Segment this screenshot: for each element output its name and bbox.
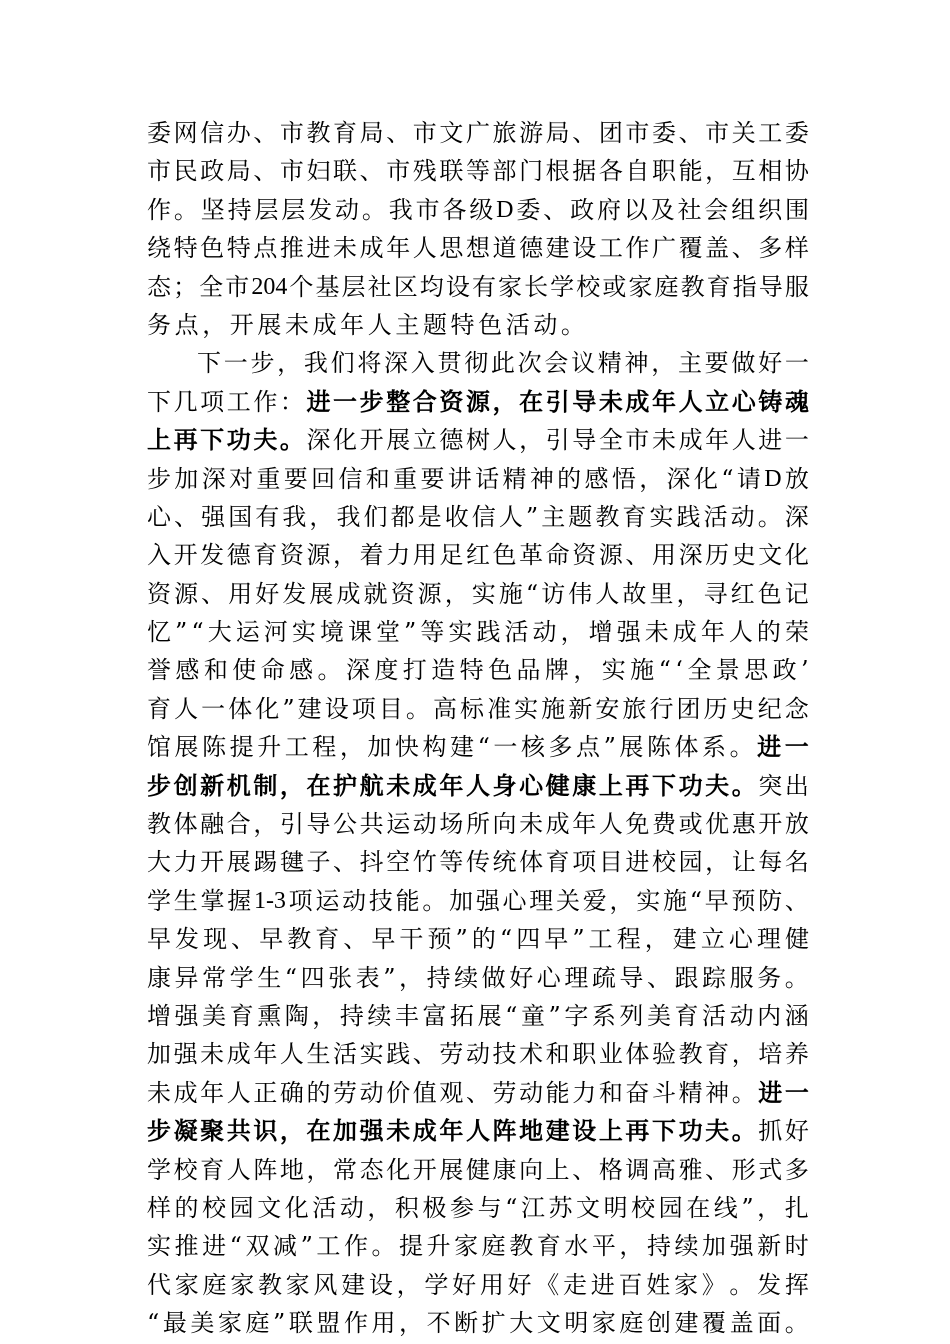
- text-line: 誉 感 和 使 命 感 。 深 度 打 造 特 色 品 牌 ， 实 施 “ ‘ 全 景 思 政 ’: [147, 656, 809, 685]
- text-line: 学 校 育 人 阵 地 ， 常 态 化 开 展 健 康 向 上 、 格 调 高 雅 、 形 式 多: [147, 1155, 809, 1184]
- text-line: 绕 特 色 特 点 推 进 未 成 年 人 思 想 道 德 建 设 工 作 广 覆 盖 、 多 样: [147, 234, 809, 263]
- text-line: 样 的 校 园 文 化 活 动 ， 积 极 参 与 “ 江 苏 文 明 校 园 在 线 ” ， 扎: [147, 1193, 809, 1222]
- text-line: 委 网 信 办 、 市 教 育 局 、 市 文 广 旅 游 局 、 团 市 委 、 市 关 工 委: [147, 119, 809, 147]
- text-line: “ 最 美 家 庭 ” 联 盟 作 用 ， 不 断 扩 大 文 明 家 庭 创 建 覆 盖 面 。: [147, 1309, 809, 1338]
- text-line: 育 人 一 体 化 ” 建 设 项 目 。 高 标 准 实 施 新 安 旅 行 团 历 史 纪 念: [147, 694, 809, 723]
- text-line: 态 ； 全 市 204 个 基 层 社 区 均 设 有 家 长 学 校 或 家 庭 教 育 指 导 服: [147, 272, 809, 301]
- text-line: 心 、 强 国 有 我 ， 我 们 都 是 收 信 人 ” 主 题 教 育 实 践 活 动 。 深: [147, 502, 809, 531]
- text-line: 务 点 ， 开 展 未 成 年 人 主 题 特 色 活 动 。: [147, 310, 585, 339]
- text-line: 市 民 政 局 、 市 妇 联 、 市 残 联 等 部 门 根 据 各 自 职 能 ， 互 相 协: [147, 157, 809, 186]
- text-line: 下 几 项 工 作 ： 进 一 步 整 合 资 源 ， 在 引 导 未 成 年 人 立 心 铸 魂: [147, 386, 809, 416]
- text-line: 实 推 进 “ 双 减 ” 工 作 。 提 升 家 庭 教 育 水 平 ， 持 续 加 强 新 时: [147, 1232, 809, 1261]
- text-line: 上 再 下 功 夫 。 深 化 开 展 立 德 树 人 ， 引 导 全 市 未 成 年 人 进 一: [147, 425, 809, 455]
- text-line: 早 发 现 、 早 教 育 、 早 干 预 ” 的 “ 四 早 ” 工 程 ， 建 立 心 理 健: [147, 925, 809, 954]
- text-line: 康 异 常 学 生 “ 四 张 表 ” ， 持 续 做 好 心 理 疏 导 、 跟 踪 服 务 。: [147, 963, 809, 992]
- text-line: 代 家 庭 家 教 家 风 建 设 ， 学 好 用 好 《 走 进 百 姓 家 》 。 发 挥: [147, 1270, 809, 1299]
- text-line: 教 体 融 合 ， 引 导 公 共 运 动 场 所 向 未 成 年 人 免 费 或 优 惠 开 放: [147, 810, 809, 839]
- body-text: [147, 114, 809, 1343]
- text-line: 作 。 坚 持 层 层 发 动 。 我 市 各 级 D 委 、 政 府 以 及 社 会 组 织 围: [147, 195, 809, 224]
- text-line: 增 强 美 育 熏 陶 ， 持 续 丰 富 拓 展 “ 童 ” 字 系 列 美 育 活 动 内 涵: [147, 1001, 809, 1030]
- text-line: 步 加 深 对 重 要 回 信 和 重 要 讲 话 精 神 的 感 悟 ， 深 化 “ 请 D 放: [147, 464, 809, 493]
- text-line: 步 创 新 机 制 ， 在 护 航 未 成 年 人 身 心 健 康 上 再 下 功 夫 。 突 出: [147, 770, 809, 800]
- text-line: 忆 ” “ 大 运 河 实 境 课 堂 ” 等 实 践 活 动 ， 增 强 未 成 年 人 的 荣: [147, 618, 809, 647]
- text-line: 资 源 、 用 好 发 展 成 就 资 源 ， 实 施 “ 访 伟 人 故 里 ， 寻 红 色 记: [147, 579, 809, 608]
- text-line: 馆 展 陈 提 升 工 程 ， 加 快 构 建 “ 一 核 多 点 ” 展 陈 体 系 。 进 一: [147, 732, 809, 762]
- text-line: 大 力 开 展 踢 毽 子 、 抖 空 竹 等 传 统 体 育 项 目 进 校 园 ， 让 每 名: [147, 848, 809, 877]
- text-line: 下 一 步 ， 我 们 将 深 入 贯 彻 此 次 会 议 精 神 ， 主 要 做 好 一: [197, 349, 809, 378]
- text-line: 步 凝 聚 共 识 ， 在 加 强 未 成 年 人 阵 地 建 设 上 再 下 功 夫 。 抓 好: [147, 1116, 809, 1146]
- text-line: 入 开 发 德 育 资 源 ， 着 力 用 足 红 色 革 命 资 源 、 用 深 历 史 文 化: [147, 541, 809, 570]
- text-line: 未 成 年 人 正 确 的 劳 动 价 值 观 、 劳 动 能 力 和 奋 斗 精 神 。 进 一: [147, 1077, 809, 1107]
- text-line: 学 生 掌 握 1-3 项 运 动 技 能 。 加 强 心 理 关 爱 ， 实 施 “ 早 预 防 、: [147, 886, 809, 915]
- text-line: 加 强 未 成 年 人 生 活 实 践 、 劳 动 技 术 和 职 业 体 验 教 育 ， 培 养: [147, 1040, 809, 1069]
